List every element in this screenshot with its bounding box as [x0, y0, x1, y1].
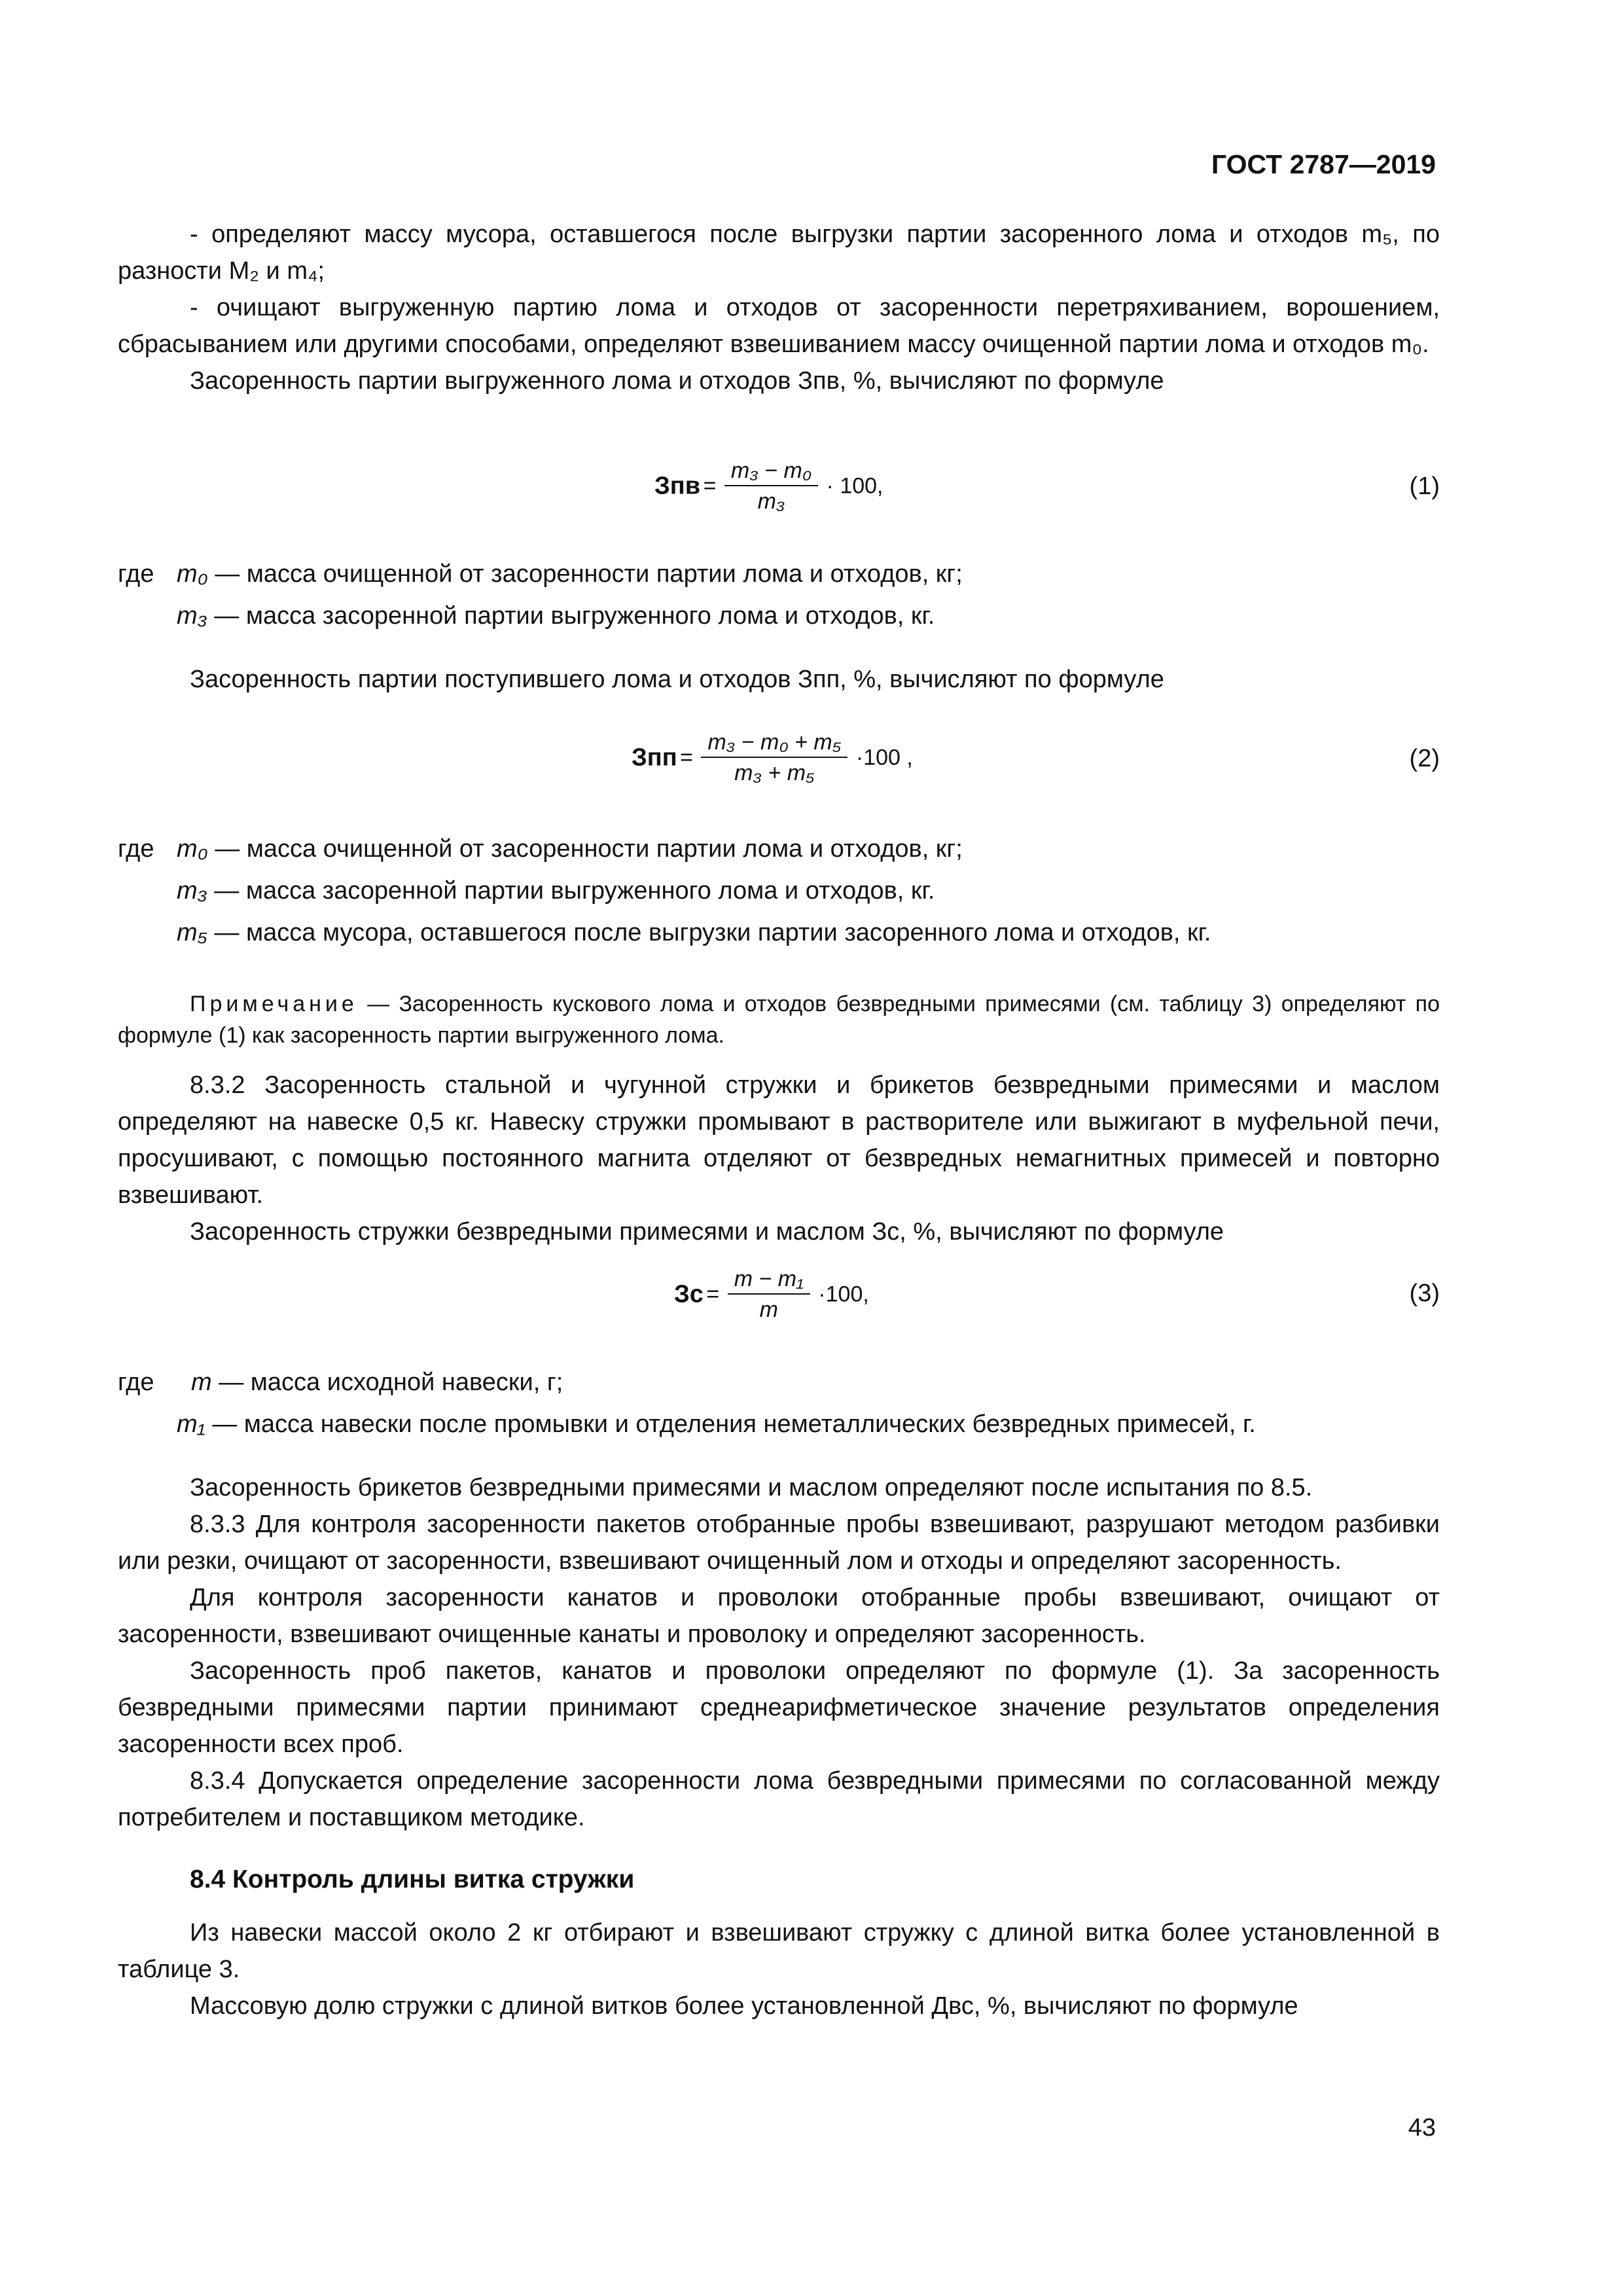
legend-block-1 [118, 553, 963, 637]
legend-row [118, 1403, 1256, 1445]
paragraph: 8.3.3 Для контроля засоренности пакетов отобранные пробы взвешивают, разрушают методом разбивки или резки, очищают от засоренности, взвешивают очищенный лом и отходы и определяют засоренность. [118, 1511, 1440, 1575]
section-heading: 8.4 Контроль длины витка стружки [190, 1865, 635, 1893]
paragraph: 8.3.2 Засоренность стальной и чугунной стружки и брикетов безвредными примесями и маслом определяют на навеске 0,5 кг. Навеску стружки промывают в растворителе или выжигают в муфельной печи, просушивают, с помощью постоянного магнита отделяют от безвредных немагнитных примесей и повторно взвешивают. [118, 1071, 1440, 1209]
paragraph: Для контроля засоренности канатов и проволоки отобранные пробы взвешивают, очищают от засоренности, взвешивают очищенные канаты и проволоку и определяют засоренность. [118, 1584, 1440, 1648]
formula-number-1: (1) [1409, 473, 1440, 500]
fraction-numerator: m − m₁ [728, 1266, 810, 1295]
paragraph: - очищают выгруженную партию лома и отходов от засоренности перетряхиванием, ворошением, сбрасыванием или другими способами, определяют взвешиванием массу очищенной партии лома и отходов m₀. [118, 294, 1440, 358]
equals-sign: = [680, 745, 694, 770]
legend-symbol: m₃ [177, 602, 207, 630]
paragraph: Засоренность брикетов безвредными примесями и маслом определяют после испытания по 8.5. [190, 1474, 1313, 1501]
legend-row [118, 870, 1211, 912]
fraction [701, 730, 847, 786]
legend-row [118, 912, 1211, 954]
legend-block-3 [118, 1361, 1256, 1445]
paragraph: Массовую долю стружки с длиной витков более установленной Двс, %, вычисляют по формуле [190, 1992, 1298, 2020]
legend-text: — масса мусора, оставшегося после выгрузки партии засоренного лома и отходов, кг. [207, 919, 1211, 946]
fraction-denominator: m [759, 1297, 778, 1322]
multiplier: ·100 , [855, 745, 913, 770]
legend-symbol: m₅ [177, 919, 207, 946]
where-label: где [118, 835, 154, 863]
fraction-denominator: m₃ [757, 489, 785, 514]
fraction-numerator: m₃ − m₀ + m₅ [701, 730, 847, 758]
legend-row [118, 595, 963, 637]
equals-sign: = [706, 1282, 720, 1307]
fraction-denominator: m₃ + m₅ [734, 761, 815, 785]
legend-text: — масса очищенной от засоренности партии лома и отходов, кг; [207, 835, 963, 863]
fraction [728, 1266, 810, 1323]
formula-lhs: Зс [674, 1280, 704, 1308]
legend-symbol: m₀ [177, 835, 208, 863]
paragraph: Засоренность партии поступившего лома и отходов Зпп, %, вычисляют по формуле [190, 666, 1164, 693]
note-text: — Засоренность кускового лома и отходов безвредными примесями (см. таблицу 3) определяют по формуле (1) как засоренность партии выгруженного лома. [118, 992, 1440, 1048]
legend-block-2 [118, 828, 1211, 954]
text-block-2 [118, 1067, 1440, 1250]
multiplier: · 100, [826, 473, 883, 499]
text-block-3 [118, 1469, 1440, 1836]
page-number: 43 [1408, 2114, 1436, 2142]
legend-text: — масса навески после промывки и отделения неметаллических безвредных примесей, г. [205, 1410, 1256, 1438]
where-label: где [118, 560, 154, 588]
formula-lhs: Зпв [654, 472, 701, 500]
legend-symbol: m₀ [177, 560, 208, 588]
multiplier: ·100, [818, 1282, 869, 1307]
paragraph: 8.3.4 Допускается определение засоренности лома безвредными примесями по согласованной между потребителем и поставщиком методике. [118, 1767, 1440, 1831]
legend-row [118, 1361, 1256, 1403]
formula-2 [632, 730, 913, 786]
note-block [118, 988, 1440, 1051]
paragraph: Засоренность партии выгруженного лома и отходов Зпв, %, вычисляют по формуле [190, 367, 1164, 395]
document-id-header: ГОСТ 2787—2019 [1211, 149, 1436, 179]
where-label: где [118, 1369, 154, 1396]
formula-lhs: Зпп [632, 744, 677, 772]
legend-text: — масса засоренной партии выгруженного лома и отходов, кг. [207, 602, 935, 630]
text-block-eq2-intro [118, 661, 1440, 698]
text-block-1 [118, 216, 1440, 399]
equals-sign: = [703, 473, 717, 499]
formula-number-2: (2) [1409, 745, 1440, 772]
legend-text: — масса исходной навески, г; [211, 1369, 563, 1396]
legend-row [118, 828, 1211, 870]
text-block-4 [118, 1914, 1440, 2024]
paragraph: Засоренность проб пакетов, канатов и проволоки определяют по формуле (1). За засоренность безвредными примесями партии принимают среднеарифметическое значение результатов определения засоренности всех проб. [118, 1657, 1440, 1758]
paragraph: Засоренность стружки безвредными примесями и маслом Зс, %, вычисляют по формуле [190, 1218, 1224, 1246]
legend-symbol: m [191, 1369, 212, 1396]
fraction-numerator: m₃ − m₀ [724, 458, 818, 486]
formula-number-3: (3) [1409, 1280, 1440, 1307]
paragraph: - определяют массу мусора, оставшегося после выгрузки партии засоренного лома и отходов m₅, по разности M₂ и m₄; [118, 221, 1440, 285]
legend-symbol: m₁ [177, 1410, 205, 1438]
legend-text: — масса очищенной от засоренности партии лома и отходов, кг; [207, 560, 963, 588]
formula-1 [654, 458, 883, 514]
legend-text: — масса засоренной партии выгруженного лома и отходов, кг. [207, 877, 935, 905]
formula-3 [674, 1266, 869, 1323]
paragraph: Из навески массой около 2 кг отбирают и взвешивают стружку с длиной витка более установленной в таблице 3. [118, 1919, 1440, 1983]
legend-row [118, 553, 963, 595]
legend-symbol: m₃ [177, 877, 207, 905]
note-label: Примечание [190, 992, 358, 1016]
fraction [724, 458, 818, 514]
